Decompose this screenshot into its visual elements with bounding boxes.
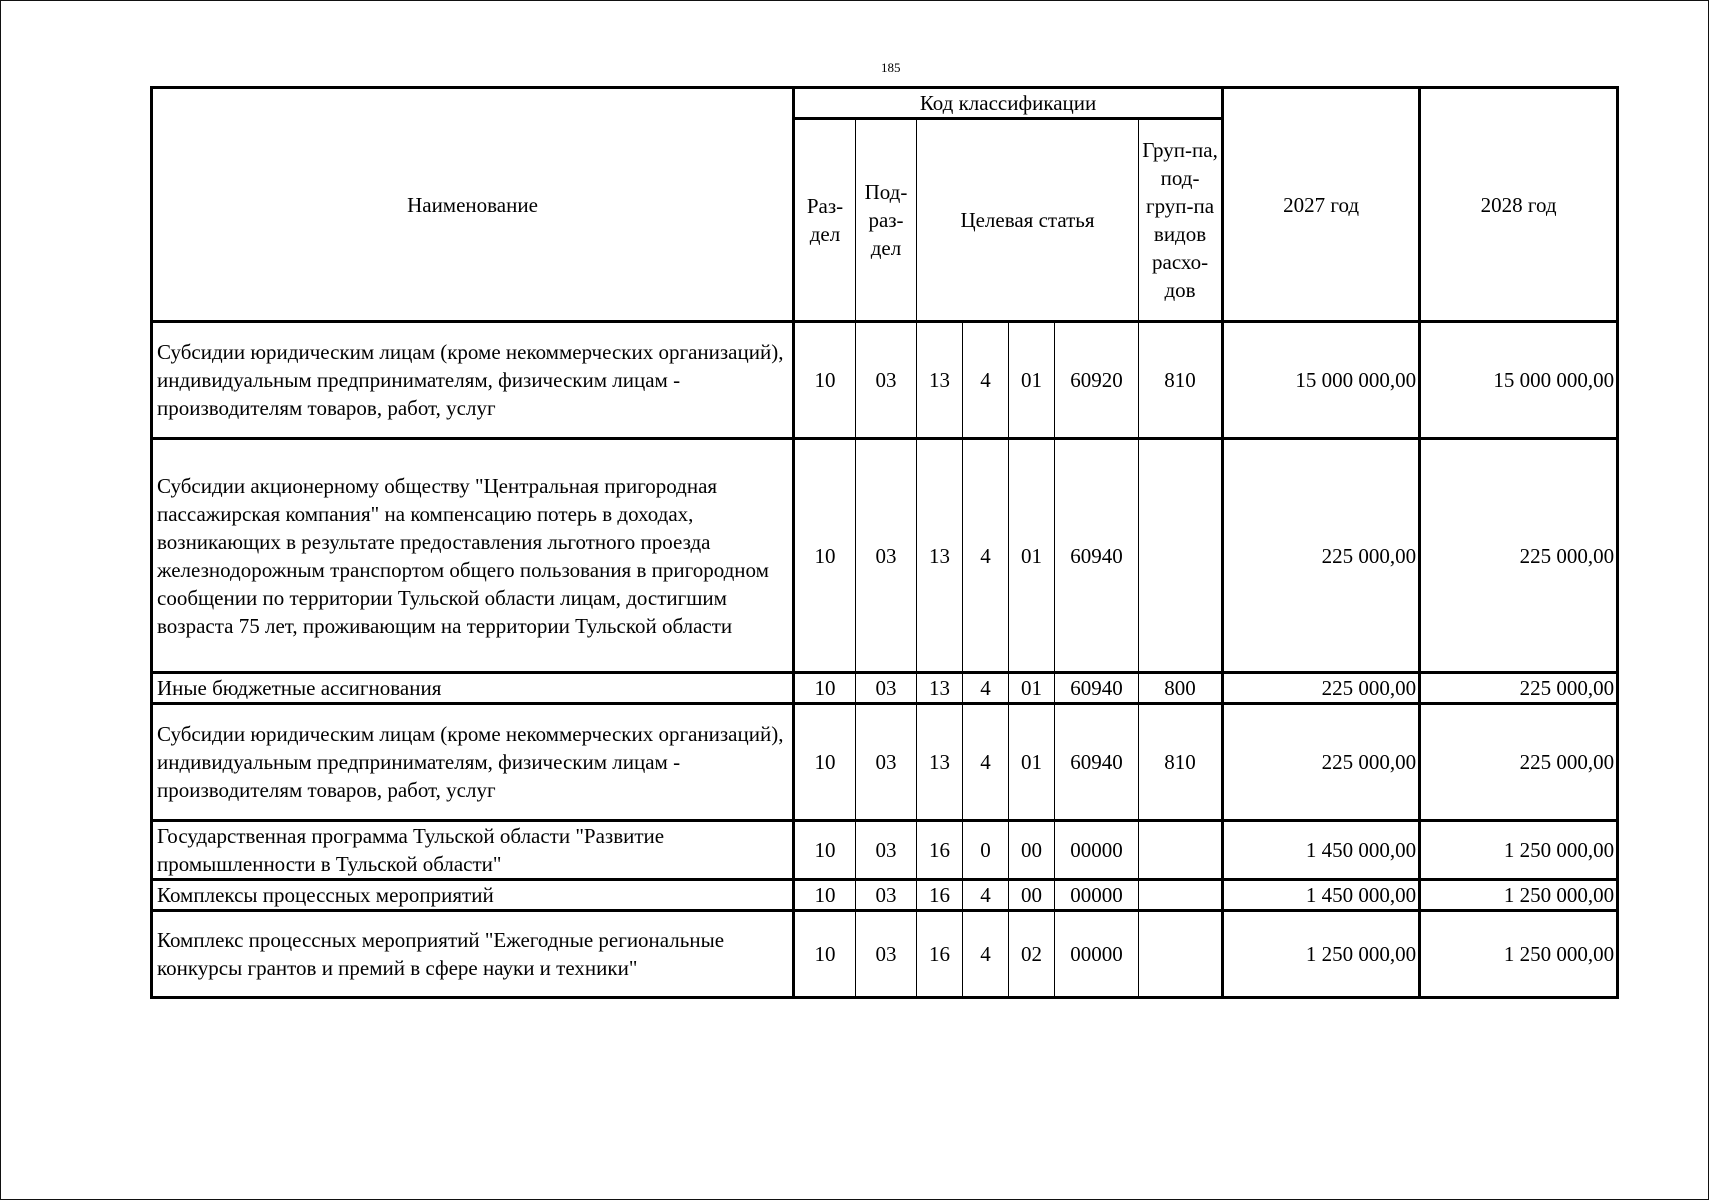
row-target-1: 13 — [917, 322, 963, 439]
row-expense-group — [1139, 439, 1223, 673]
header-target-article: Целевая статья — [917, 119, 1139, 322]
table-row — [152, 911, 1618, 998]
row-expense-group: 810 — [1139, 322, 1223, 439]
row-target-1: 13 — [917, 439, 963, 673]
row-amount-2028: 225 000,00 — [1420, 673, 1618, 704]
row-target-1: 16 — [917, 880, 963, 911]
budget-table — [150, 86, 1619, 999]
row-razdel: 10 — [794, 821, 856, 880]
header-row-1 — [152, 88, 1618, 119]
row-target-1: 13 — [917, 673, 963, 704]
header-razdel: Раз-дел — [794, 119, 856, 322]
row-target-4: 60940 — [1055, 439, 1139, 673]
header-podrazdel: Под-раз-дел — [856, 119, 917, 322]
row-target-3: 01 — [1009, 322, 1055, 439]
row-podrazdel: 03 — [856, 880, 917, 911]
row-expense-group: 810 — [1139, 704, 1223, 821]
row-target-2: 4 — [963, 322, 1009, 439]
row-razdel: 10 — [794, 439, 856, 673]
row-razdel: 10 — [794, 704, 856, 821]
row-amount-2027: 15 000 000,00 — [1223, 322, 1420, 439]
row-target-2: 4 — [963, 880, 1009, 911]
table-row — [152, 322, 1618, 439]
row-amount-2027: 1 250 000,00 — [1223, 911, 1420, 998]
row-target-2: 0 — [963, 821, 1009, 880]
row-target-4: 60940 — [1055, 704, 1139, 821]
row-name: Субсидии юридическим лицам (кроме некоммерческих организаций), индивидуальным предпринимателям, физическим лицам - производителям товаров, работ, услуг — [152, 704, 794, 821]
row-amount-2028: 15 000 000,00 — [1420, 322, 1618, 439]
row-target-4: 00000 — [1055, 911, 1139, 998]
row-podrazdel: 03 — [856, 704, 917, 821]
row-podrazdel: 03 — [856, 439, 917, 673]
table-row — [152, 704, 1618, 821]
header-expense-group: Груп-па, под-груп-па видов расхо-дов — [1139, 119, 1223, 322]
table-row — [152, 880, 1618, 911]
row-target-2: 4 — [963, 439, 1009, 673]
row-amount-2027: 1 450 000,00 — [1223, 880, 1420, 911]
row-name: Субсидии юридическим лицам (кроме некоммерческих организаций), индивидуальным предпринимателям, физическим лицам - производителям товаров, работ, услуг — [152, 322, 794, 439]
row-razdel: 10 — [794, 880, 856, 911]
row-name: Комплексы процессных мероприятий — [152, 880, 794, 911]
row-amount-2027: 225 000,00 — [1223, 673, 1420, 704]
header-year-2027: 2027 год — [1223, 88, 1420, 322]
row-amount-2028: 225 000,00 — [1420, 704, 1618, 821]
row-target-3: 01 — [1009, 704, 1055, 821]
row-razdel: 10 — [794, 911, 856, 998]
row-target-3: 00 — [1009, 821, 1055, 880]
table-row — [152, 439, 1618, 673]
row-amount-2027: 225 000,00 — [1223, 439, 1420, 673]
row-target-1: 13 — [917, 704, 963, 821]
row-expense-group — [1139, 880, 1223, 911]
row-target-1: 16 — [917, 821, 963, 880]
row-target-3: 00 — [1009, 880, 1055, 911]
row-amount-2027: 225 000,00 — [1223, 704, 1420, 821]
row-target-2: 4 — [963, 911, 1009, 998]
row-amount-2028: 1 250 000,00 — [1420, 880, 1618, 911]
row-target-4: 00000 — [1055, 880, 1139, 911]
row-target-4: 60940 — [1055, 673, 1139, 704]
row-amount-2028: 1 250 000,00 — [1420, 821, 1618, 880]
table-row — [152, 673, 1618, 704]
row-target-2: 4 — [963, 704, 1009, 821]
row-target-3: 01 — [1009, 439, 1055, 673]
row-podrazdel: 03 — [856, 911, 917, 998]
page-number: 185 — [881, 60, 901, 75]
row-name: Государственная программа Тульской области "Развитие промышленности в Тульской области" — [152, 821, 794, 880]
row-target-1: 16 — [917, 911, 963, 998]
row-razdel: 10 — [794, 673, 856, 704]
row-podrazdel: 03 — [856, 821, 917, 880]
row-name: Иные бюджетные ассигнования — [152, 673, 794, 704]
row-razdel: 10 — [794, 322, 856, 439]
table-row — [152, 821, 1618, 880]
row-target-3: 01 — [1009, 673, 1055, 704]
header-classification: Код классификации — [794, 88, 1223, 119]
row-podrazdel: 03 — [856, 673, 917, 704]
row-target-2: 4 — [963, 673, 1009, 704]
row-target-4: 00000 — [1055, 821, 1139, 880]
row-expense-group: 800 — [1139, 673, 1223, 704]
row-podrazdel: 03 — [856, 322, 917, 439]
row-amount-2027: 1 450 000,00 — [1223, 821, 1420, 880]
row-expense-group — [1139, 911, 1223, 998]
row-amount-2028: 225 000,00 — [1420, 439, 1618, 673]
row-name: Субсидии акционерному обществу "Центральная пригородная пассажирская компания" на компенсацию потерь в доходах, возникающих в результате предоставления льготного проезда железнодорожным транспортом общего пользования в пригородном сообщении по территории Тульской области лицам, достигшим возраста 75 лет, проживающим на территории Тульской области — [152, 439, 794, 673]
row-target-3: 02 — [1009, 911, 1055, 998]
header-name: Наименование — [152, 88, 794, 322]
row-expense-group — [1139, 821, 1223, 880]
row-name: Комплекс процессных мероприятий "Ежегодные региональные конкурсы грантов и премий в сфере науки и техники" — [152, 911, 794, 998]
row-target-4: 60920 — [1055, 322, 1139, 439]
header-year-2028: 2028 год — [1420, 88, 1618, 322]
row-amount-2028: 1 250 000,00 — [1420, 911, 1618, 998]
